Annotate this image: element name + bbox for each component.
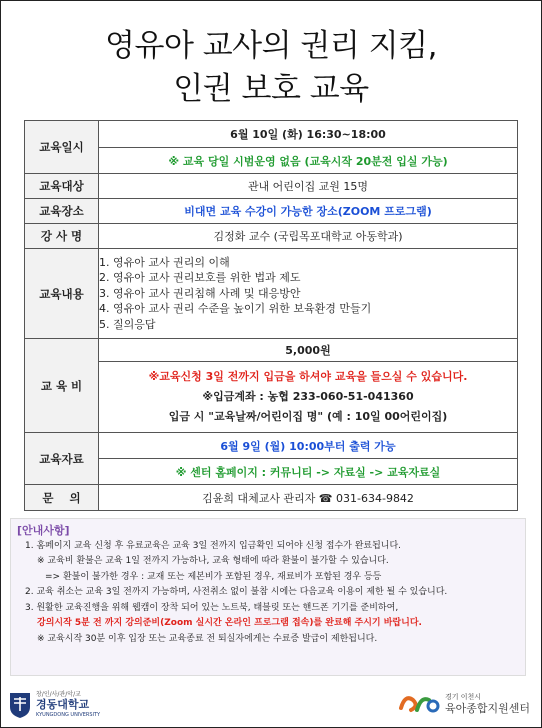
university-name-en: KYUNGDONG UNIVERSITY xyxy=(36,712,101,718)
lecturer-value: 김정화 교수 (국립목포대학교 아동학과) xyxy=(99,224,518,249)
content-item: 2. 영유아 교사 권리보호를 위한 법과 제도 xyxy=(99,271,301,285)
center-name: 육아종합지원센터 xyxy=(444,702,530,715)
content-list xyxy=(99,249,518,339)
materials-label: 교육자료 xyxy=(25,433,99,485)
center-region: 경기 이천시 xyxy=(444,693,482,701)
lecturer-label: 강 사 명 xyxy=(25,224,99,249)
notice-line: ※ 교육비 환불은 교육 1일 전까지 가능하나, 교육 형태에 따라 환불이 불가할 수 있습니다. xyxy=(37,556,389,566)
content-item: 4. 영유아 교사 권리 수준을 높이기 위한 보육환경 만들기 xyxy=(99,302,372,316)
fee-amount: 5,000원 xyxy=(99,339,518,362)
notice-line: 1. 홈페이지 교육 신청 후 유료교육은 교육 3일 전까지 입금확인 되어야 신청 접수가 완료됩니다. xyxy=(25,540,402,551)
notice-line: ※ 교육시작 30분 이후 입장 또는 교육종료 전 퇴실자에게는 수료증 발급이 제한됩니다. xyxy=(37,633,378,644)
notice-line: 3. 원활한 교육진행을 위해 웹캠이 장착 되어 있는 노트북, 태블릿 또는 핸드폰 기기를 준비하여, xyxy=(25,602,399,613)
content-item: 1. 영유아 교사 권리의 이해 xyxy=(99,255,230,269)
fee-details xyxy=(99,362,518,433)
university-emblem-icon xyxy=(8,691,32,719)
datetime-note: ※ 교육 당일 시범운영 없음 (교육시작 20분전 입실 가능) xyxy=(99,148,518,174)
fee-warning: ※교육신청 3일 전까지 입금을 하셔야 교육을 들으실 수 있습니다. xyxy=(148,370,468,383)
notice-box xyxy=(10,518,526,676)
center-logo xyxy=(397,690,530,716)
poster-title-line1: 영유아 교사의 권리 지킴, xyxy=(105,28,437,64)
notice-heading: [안내사항] xyxy=(17,524,70,537)
datetime-label: 교육일시 xyxy=(25,121,99,174)
fee-account: ※입금계좌 : 농협 233-060-51-041360 xyxy=(202,390,414,403)
place-label: 교육장소 xyxy=(25,199,99,224)
contact-value: 김윤희 대체교사 관리자 ☎ 031-634-9842 xyxy=(99,485,518,511)
university-motto: 창/인/사/관/악/교 xyxy=(36,691,81,698)
university-logo xyxy=(8,688,100,722)
university-name: 경동대학교 xyxy=(36,698,90,711)
contact-label: 문 의 xyxy=(25,485,99,511)
materials-date: 6월 9일 (월) 10:00부터 출력 가능 xyxy=(99,433,518,459)
target-value: 관내 어린이집 교원 15명 xyxy=(99,174,518,199)
datetime-value: 6월 10일 (화) 16:30~18:00 xyxy=(99,121,518,148)
notice-line: => 환불이 불가한 경우 : 교재 또는 제본비가 포함된 경우, 재료비가 포함된 경우 등등 xyxy=(45,571,382,582)
target-label: 교육대상 xyxy=(25,174,99,199)
content-item: 3. 영유아 교사 권리침해 사례 및 대응방안 xyxy=(99,286,301,300)
fee-label: 교 육 비 xyxy=(25,339,99,433)
fee-depositor-format: 입금 시 "교육날짜/어린이집 명" (예 : 10일 00어린이집) xyxy=(168,410,448,423)
notice-line: 2. 교육 취소는 교육 3일 전까지 가능하며, 사전취소 없이 불참 시에는 다음교육 이용이 제한 될 수 있습니다. xyxy=(25,587,448,597)
info-table xyxy=(24,120,518,511)
place-value: 비대면 교육 수강이 가능한 장소(ZOOM 프로그램) xyxy=(99,199,518,224)
materials-path: ※ 센터 홈페이지 : 커뮤니티 -> 자료실 -> 교육자료실 xyxy=(99,459,518,485)
content-label: 교육내용 xyxy=(25,249,99,339)
content-item: 5. 질의응답 xyxy=(99,317,156,331)
notice-line: 강의시작 5분 전 까지 강의준비(Zoom 실시간 온라인 프로그램 접속)를 완료해 주시기 바랍니다. xyxy=(37,618,422,628)
center-emblem-icon xyxy=(397,690,441,716)
poster-title-line2: 인권 보호 교육 xyxy=(173,71,369,107)
